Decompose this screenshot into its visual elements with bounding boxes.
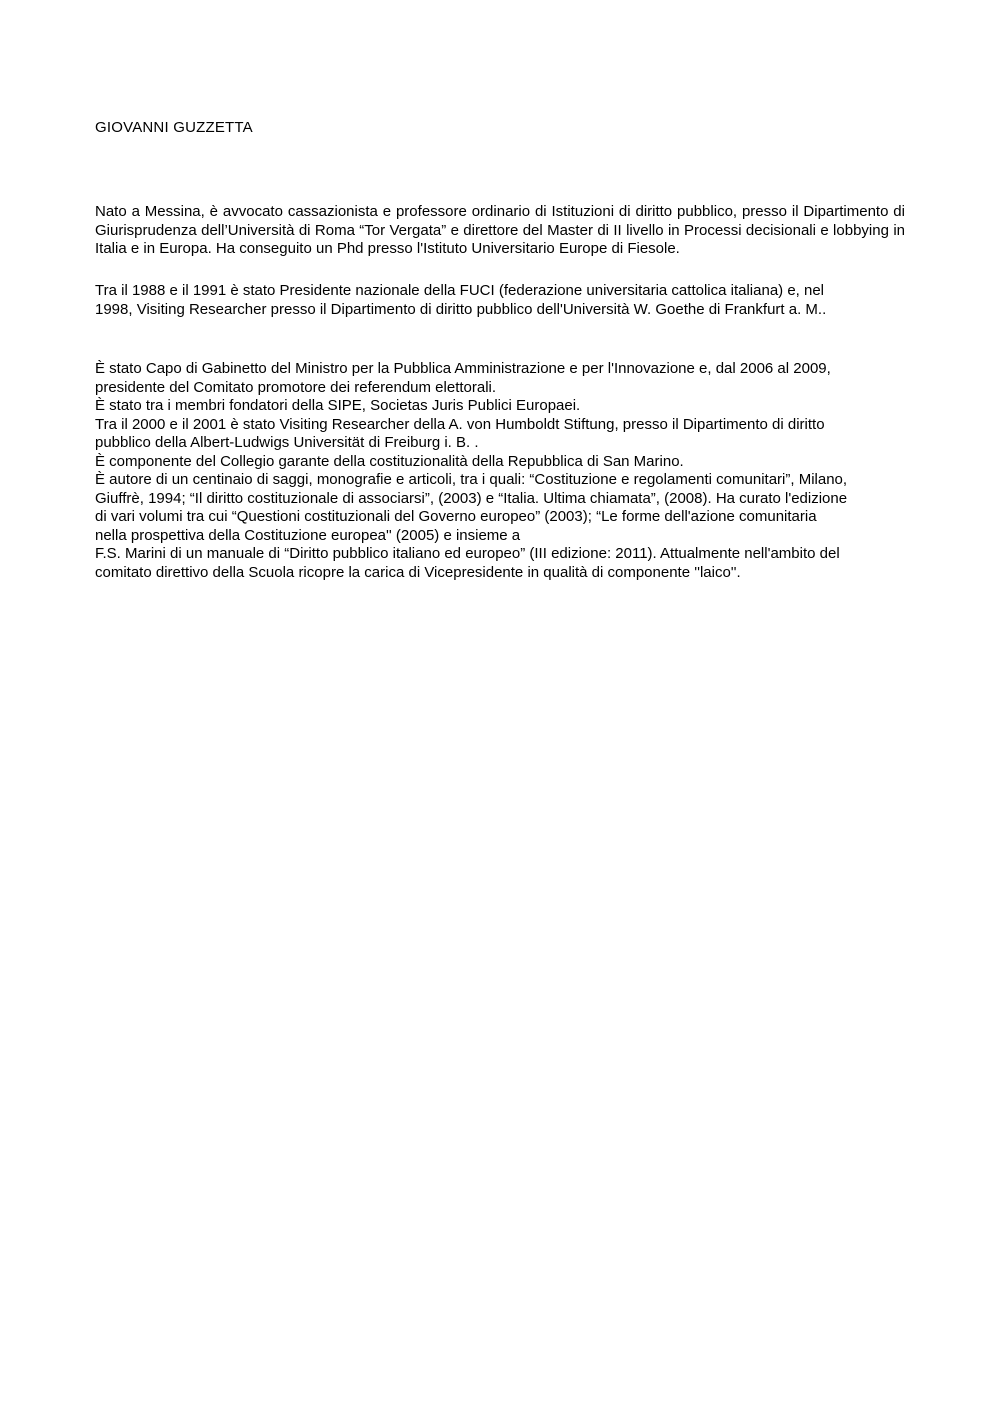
text-line: presidente del Comitato promotore dei referendum elettorali. xyxy=(95,378,497,396)
text-line: F.S. Marini di un manuale di “Diritto pubblico italiano ed europeo” (III edizione: 2011). Attualmente nell'ambito del xyxy=(95,545,840,562)
text-line: È autore di un centinaio di saggi, monografie e articoli, tra i quali: “Costituzione e regolamenti comunitari”, Milano, xyxy=(95,471,848,488)
bio-paragraph-intro: Nato a Messina, è avvocato cassazionista e professore ordinario di Istituzioni di diritto pubblico, presso il Dipartimento di Giurisprudenza dell’Università di Roma “Tor Vergata” e direttore del Master di II livello in Processi decisionali e lobbying in Italia e in Europa. Ha conseguito un Phd presso l'Istituto Universitario Europe di Fiesole. xyxy=(95,203,905,257)
text-line: pubblico della Albert-Ludwigs Universität di Freiburg i. B. . xyxy=(95,434,479,451)
text-line: È stato Capo di Gabinetto del Ministro per la Pubblica Amministrazione e per l'Innovazione e, dal 2006 al 2009, xyxy=(95,360,831,377)
text-line: Giuffrè, 1994; “Il diritto costituzionale di associarsi”, (2003) e “Italia. Ultima chiamata”, (2008). Ha curato l'edizione xyxy=(95,489,848,507)
text-line: di vari volumi tra cui “Questioni costituzionali del Governo europeo” (2003); “Le forme dell'azione comunitaria xyxy=(95,508,817,525)
text-line: nella prospettiva della Costituzione europea'' (2005) e insieme a xyxy=(95,526,521,544)
text-line: Tra il 2000 e il 2001 è stato Visiting Researcher della A. von Humboldt Stiftung, presso il Dipartimento di diritto xyxy=(95,415,825,433)
bio-paragraph-career xyxy=(95,360,905,582)
text-line: 1998, Visiting Researcher presso il Dipartimento di diritto pubblico dell'Università W. Goethe di Frankfurt a. M.. xyxy=(95,300,827,318)
document-title: GIOVANNI GUZZETTA xyxy=(95,119,253,136)
text-line: Tra il 1988 e il 1991 è stato Presidente nazionale della FUCI (federazione universitaria cattolica italiana) e, nel xyxy=(95,282,825,299)
text-line: È componente del Collegio garante della costituzionalità della Repubblica di San Marino. xyxy=(95,452,684,470)
text-line: È stato tra i membri fondatori della SIPE, Societas Juris Publici Europaei. xyxy=(95,397,581,414)
text-line: comitato direttivo della Scuola ricopre la carica di Vicepresidente in qualità di componente ''laico''. xyxy=(95,563,741,581)
bio-paragraph-fuci xyxy=(95,282,905,319)
